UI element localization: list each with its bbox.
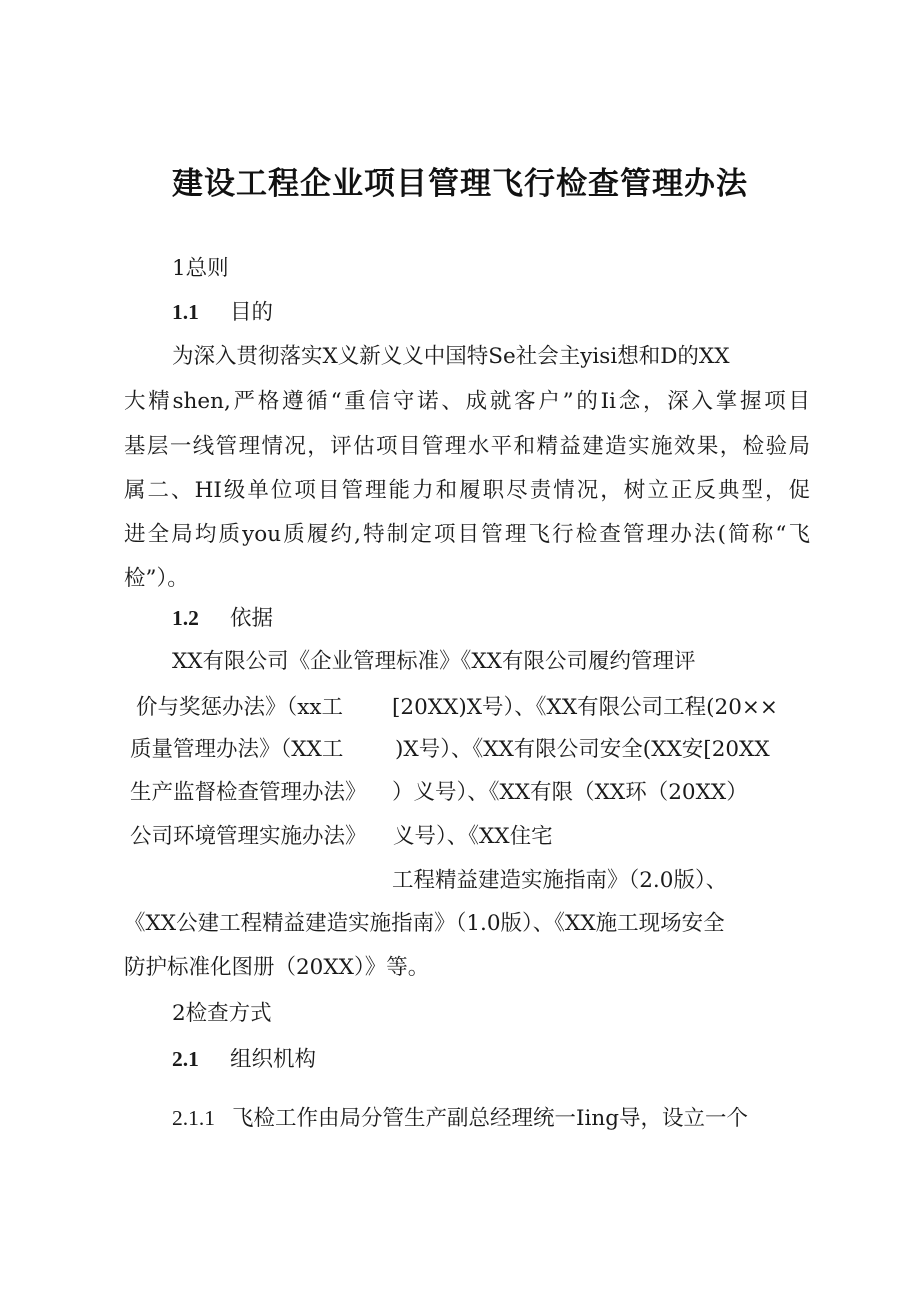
paragraph-line: 防护标准化图册（20XX）》等。 [124,955,430,980]
paragraph-line: 检”）。 [124,566,189,591]
subsection-label: 目的 [230,300,274,325]
paragraph-line: 基层一线管理情况，评估项目管理水平和精益建造实施效果，检验局 [124,434,810,459]
reference-right-fragment: ）义号）、《XX有限（XX环（20XX） [392,780,748,805]
section-heading-1: 1总则 [172,256,229,281]
reference-right-fragment: 义号）、《XX住宅 [393,824,553,849]
paragraph-line: 工程精益建造实施指南》（2.0版）、 [392,868,728,893]
paragraph-line: 大精shen,严格遵循“重信守诺、成就客户”的Ii念，深入掌握项目 [124,389,810,414]
paragraph-line: XX有限公司《企业管理标准》《XX有限公司履约管理评 [172,649,696,674]
reference-right-fragment: [20XX)X号）、《XX有限公司工程(20×× [392,695,778,720]
subsection-number: 2.1 [172,1047,199,1071]
subsection-heading-2-1 [172,1049,316,1071]
reference-left-fragment: 公司环境管理实施办法》 [130,824,367,849]
clause-number: 2.1.1 [172,1106,215,1130]
subsection-label: 组织机构 [230,1047,317,1072]
section-heading-2: 2检查方式 [172,1001,272,1026]
subsection-heading-1-1 [172,302,273,324]
reference-right-fragment: )X号）、《XX有限公司安全(XX安[20XX [395,737,770,762]
reference-left-fragment: 生产监督检查管理办法》 [130,780,367,805]
paragraph-line: 属二、HI级单位项目管理能力和履职尽责情况，树立正反典型，促 [124,478,810,503]
subsection-number: 1.2 [172,606,199,630]
reference-left-fragment: 价与奖惩办法》（xx工 [136,695,344,720]
paragraph-line: 为深入贯彻落实X义新义义中国特Se社会主yisi想和D的XX [172,344,730,369]
document-title: 建设工程企业项目管理飞行检查管理办法 [172,166,748,202]
subsection-label: 依据 [230,606,274,631]
reference-left-fragment: 质量管理办法》（XX工 [130,737,344,762]
subsection-heading-1-2 [172,608,273,630]
subsection-number: 1.1 [172,300,199,324]
paragraph-line: 进全局均质you质履约,特制定项目管理飞行检查管理办法(简称“飞 [124,522,810,547]
clause-text: 飞检工作由局分管生产副总经理统一Iing导，设立一个 [232,1106,748,1131]
paragraph-line-2-1-1 [172,1108,748,1130]
paragraph-line: 《XX公建工程精益建造实施指南》（1.0版）、《XX施工现场安全 [124,911,725,936]
